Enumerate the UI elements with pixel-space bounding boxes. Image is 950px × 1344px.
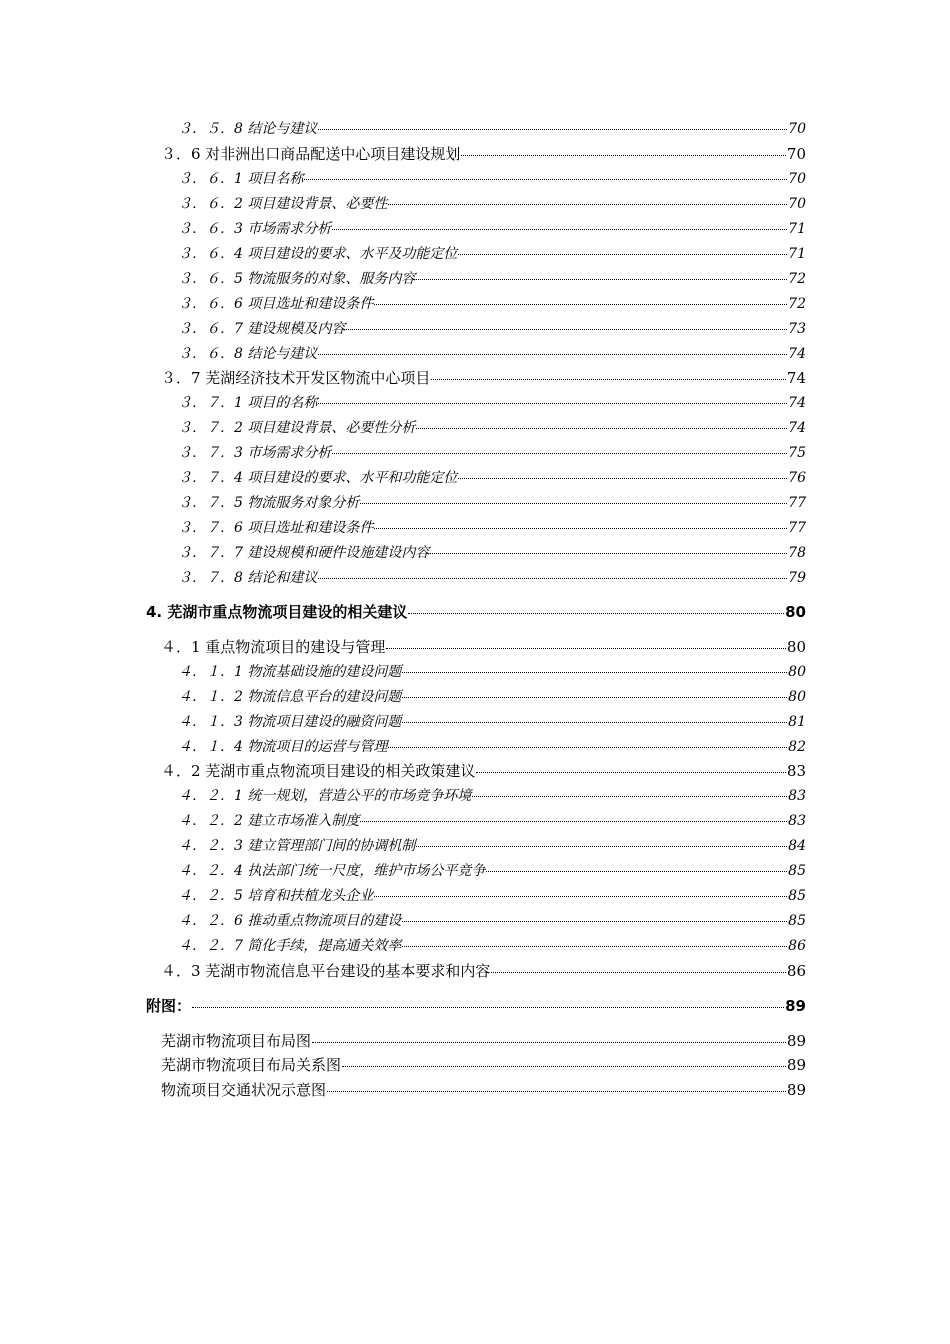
toc-entry-page: 85 xyxy=(788,913,806,929)
toc-entry-page: 70 xyxy=(788,121,806,137)
toc-entry[interactable] xyxy=(161,1054,806,1075)
toc-entry-title: ４．3 芜湖市物流信息平台建设的基本要求和内容 xyxy=(161,962,491,980)
toc-entry[interactable] xyxy=(178,293,806,313)
toc-entry[interactable] xyxy=(161,960,806,981)
toc-entry[interactable] xyxy=(178,517,806,537)
toc-entry[interactable] xyxy=(178,910,806,930)
dot-leader xyxy=(491,972,786,973)
toc-entry-page: 76 xyxy=(788,470,806,486)
toc-entry-page: 79 xyxy=(788,570,806,586)
toc-entry-title: ３．6 对非洲出口商品配送中心项目建设规划 xyxy=(161,145,461,163)
dot-leader xyxy=(402,921,787,922)
toc-entry[interactable] xyxy=(178,785,806,805)
toc-entry-title: 4. 芜湖市重点物流项目建设的相关建议 xyxy=(146,603,408,621)
toc-entry-title: ３．６．7 建设规模及内容 xyxy=(178,321,346,337)
dot-leader xyxy=(332,453,787,454)
toc-entry-page: 81 xyxy=(788,714,806,730)
dot-leader xyxy=(402,672,787,673)
toc-entry-title: ３．６．5 物流服务的对象、服务内容 xyxy=(178,271,416,287)
dot-leader xyxy=(312,1042,786,1043)
toc-entry-title: 芜湖市物流项目布局关系图 xyxy=(161,1056,342,1074)
dot-leader xyxy=(318,403,787,404)
toc-entry-page: 70 xyxy=(786,145,806,163)
toc-entry-title: ４．1 重点物流项目的建设与管理 xyxy=(161,638,386,656)
dot-leader xyxy=(342,1066,786,1067)
toc-entry-page: 71 xyxy=(788,221,806,237)
toc-entry[interactable] xyxy=(178,860,806,880)
toc-entry-page: 70 xyxy=(788,196,806,212)
toc-entry-title: ４．２．4 执法部门统一尺度，维护市场公平竞争 xyxy=(178,863,486,879)
toc-entry[interactable] xyxy=(146,601,806,622)
toc-entry[interactable] xyxy=(178,711,806,731)
toc-entry[interactable] xyxy=(178,661,806,681)
toc-entry-page: 83 xyxy=(788,813,806,829)
toc-entry[interactable] xyxy=(178,218,806,238)
dot-leader xyxy=(430,553,787,554)
toc-entry[interactable] xyxy=(178,567,806,587)
toc-entry-page: 86 xyxy=(788,938,806,954)
toc-entry[interactable] xyxy=(178,417,806,437)
dot-leader xyxy=(386,648,786,649)
dot-leader xyxy=(327,1091,786,1092)
dot-leader xyxy=(304,179,787,180)
toc-entry[interactable] xyxy=(178,193,806,213)
toc-entry-page: 74 xyxy=(788,346,806,362)
toc-entry-title: ３．７．7 建设规模和硬件设施建设内容 xyxy=(178,545,430,561)
toc-entry[interactable] xyxy=(178,542,806,562)
toc-entry-title: ４．２．1 统一规划，营造公平的市场竞争环境 xyxy=(178,788,472,804)
dot-leader xyxy=(408,613,784,614)
dot-leader xyxy=(374,304,787,305)
toc-entry[interactable] xyxy=(178,343,806,363)
toc-entry[interactable] xyxy=(161,143,806,164)
toc-entry-title: ４．２．3 建立管理部门间的协调机制 xyxy=(178,838,416,854)
dot-leader xyxy=(374,528,787,529)
toc-entry-title: 附图： xyxy=(146,997,192,1015)
toc-entry-title: ３．６．6 项目选址和建设条件 xyxy=(178,296,374,312)
toc-entry[interactable] xyxy=(178,243,806,263)
toc-entry-page: 83 xyxy=(786,762,806,780)
toc-entry-page: 78 xyxy=(788,545,806,561)
toc-entry-page: 82 xyxy=(788,739,806,755)
toc-entry-page: 85 xyxy=(788,888,806,904)
toc-entry[interactable] xyxy=(178,492,806,512)
toc-entry-title: ３．６．1 项目名称 xyxy=(178,171,304,187)
dot-leader xyxy=(416,428,787,429)
toc-entry-page: 89 xyxy=(785,997,806,1015)
toc-entry-title: ４．１．4 物流项目的运营与管理 xyxy=(178,739,388,755)
toc-entry-page: 84 xyxy=(788,838,806,854)
toc-entry[interactable] xyxy=(178,935,806,955)
dot-leader xyxy=(431,379,786,380)
toc-entry-page: 80 xyxy=(788,689,806,705)
dot-leader xyxy=(360,503,787,504)
toc-entry-title: ３．５．8 结论与建议 xyxy=(178,121,318,137)
toc-entry-page: 89 xyxy=(786,1056,806,1074)
dot-leader xyxy=(346,329,787,330)
toc-entry-page: 71 xyxy=(788,246,806,262)
toc-entry-page: 74 xyxy=(788,420,806,436)
toc-entry-title: ４．１．3 物流项目建设的融资问题 xyxy=(178,714,402,730)
toc-entry-title: ３．７．1 项目的名称 xyxy=(178,395,318,411)
toc-entry[interactable] xyxy=(178,835,806,855)
toc-entry[interactable] xyxy=(178,268,806,288)
dot-leader xyxy=(374,896,787,897)
dot-leader xyxy=(388,747,787,748)
toc-entry[interactable] xyxy=(178,168,806,188)
toc-entry-page: 86 xyxy=(786,962,806,980)
toc-entry-page: 89 xyxy=(786,1032,806,1050)
toc-entry[interactable] xyxy=(161,1030,806,1051)
toc-entry-title: ３．６．4 项目建设的要求、水平及功能定位 xyxy=(178,246,458,262)
dot-leader xyxy=(332,229,787,230)
toc-entry-page: 80 xyxy=(786,638,806,656)
toc-entry-title: ４．１．2 物流信息平台的建设问题 xyxy=(178,689,402,705)
toc-entry-page: 83 xyxy=(788,788,806,804)
toc-entry[interactable] xyxy=(178,810,806,830)
dot-leader xyxy=(388,204,787,205)
toc-entry-page: 75 xyxy=(788,445,806,461)
toc-entry-title: 芜湖市物流项目布局图 xyxy=(161,1032,312,1050)
dot-leader xyxy=(458,254,787,255)
dot-leader xyxy=(476,772,786,773)
toc-entry[interactable] xyxy=(161,636,806,657)
dot-leader xyxy=(318,578,787,579)
toc-entry[interactable] xyxy=(161,367,806,388)
toc-entry-title: ４．2 芜湖市重点物流项目建设的相关政策建议 xyxy=(161,762,476,780)
toc-entry-title: ３．７．4 项目建设的要求、水平和功能定位 xyxy=(178,470,458,486)
toc-entry-title: ４．２．2 建立市场准入制度 xyxy=(178,813,360,829)
toc-entry[interactable] xyxy=(161,760,806,781)
toc-entry[interactable] xyxy=(146,995,806,1016)
toc-entry-page: 77 xyxy=(788,495,806,511)
toc-entry-page: 89 xyxy=(786,1081,806,1099)
toc-entry-page: 74 xyxy=(786,369,806,387)
dot-leader xyxy=(318,354,787,355)
toc-entry-title: ３．７．8 结论和建议 xyxy=(178,570,318,586)
toc-entry-page: 80 xyxy=(785,603,806,621)
dot-leader xyxy=(416,279,787,280)
toc-entry-page: 85 xyxy=(788,863,806,879)
toc-entry-title: ３．7 芜湖经济技术开发区物流中心项目 xyxy=(161,369,431,387)
toc-entry-page: 74 xyxy=(788,395,806,411)
toc-entry-title: ３．７．3 市场需求分析 xyxy=(178,445,332,461)
dot-leader xyxy=(461,155,786,156)
dot-leader xyxy=(458,478,787,479)
toc-entry-page: 72 xyxy=(788,296,806,312)
toc-entry-page: 73 xyxy=(788,321,806,337)
toc-entry-title: ３．６．2 项目建设背景、必要性 xyxy=(178,196,388,212)
toc-entry-title: ４．１．1 物流基础设施的建设问题 xyxy=(178,664,402,680)
toc-entry-page: 77 xyxy=(788,520,806,536)
toc-entry-page: 72 xyxy=(788,271,806,287)
dot-leader xyxy=(402,722,787,723)
toc-entry[interactable] xyxy=(178,736,806,756)
toc-entry[interactable] xyxy=(178,118,806,138)
dot-leader xyxy=(192,1007,784,1008)
toc-entry[interactable] xyxy=(178,318,806,338)
toc-entry[interactable] xyxy=(178,885,806,905)
toc-entry-title: ３．７．2 项目建设背景、必要性分析 xyxy=(178,420,416,436)
toc-entry[interactable] xyxy=(178,392,806,412)
toc-entry-title: ４．２．6 推动重点物流项目的建设 xyxy=(178,913,402,929)
dot-leader xyxy=(402,946,787,947)
toc-entry-page: 70 xyxy=(788,171,806,187)
dot-leader xyxy=(416,846,787,847)
dot-leader xyxy=(360,821,787,822)
toc-entry[interactable] xyxy=(178,686,806,706)
toc-entry-title: ４．２．5 培育和扶植龙头企业 xyxy=(178,888,374,904)
toc-entry[interactable] xyxy=(178,467,806,487)
dot-leader xyxy=(486,871,787,872)
dot-leader xyxy=(402,697,787,698)
toc-entry-title: ４．２．7 简化手续，提高通关效率 xyxy=(178,938,402,954)
toc-entry-title: ３．６．8 结论与建议 xyxy=(178,346,318,362)
toc-entry-title: ３．７．5 物流服务对象分析 xyxy=(178,495,360,511)
toc-entry[interactable] xyxy=(161,1079,806,1100)
dot-leader xyxy=(318,129,787,130)
toc-entry-title: 物流项目交通状况示意图 xyxy=(161,1081,327,1099)
toc-entry-page: 80 xyxy=(788,664,806,680)
dot-leader xyxy=(472,796,787,797)
toc-entry[interactable] xyxy=(178,442,806,462)
toc-entry-title: ３．６．3 市场需求分析 xyxy=(178,221,332,237)
toc-entry-title: ３．７．6 项目选址和建设条件 xyxy=(178,520,374,536)
